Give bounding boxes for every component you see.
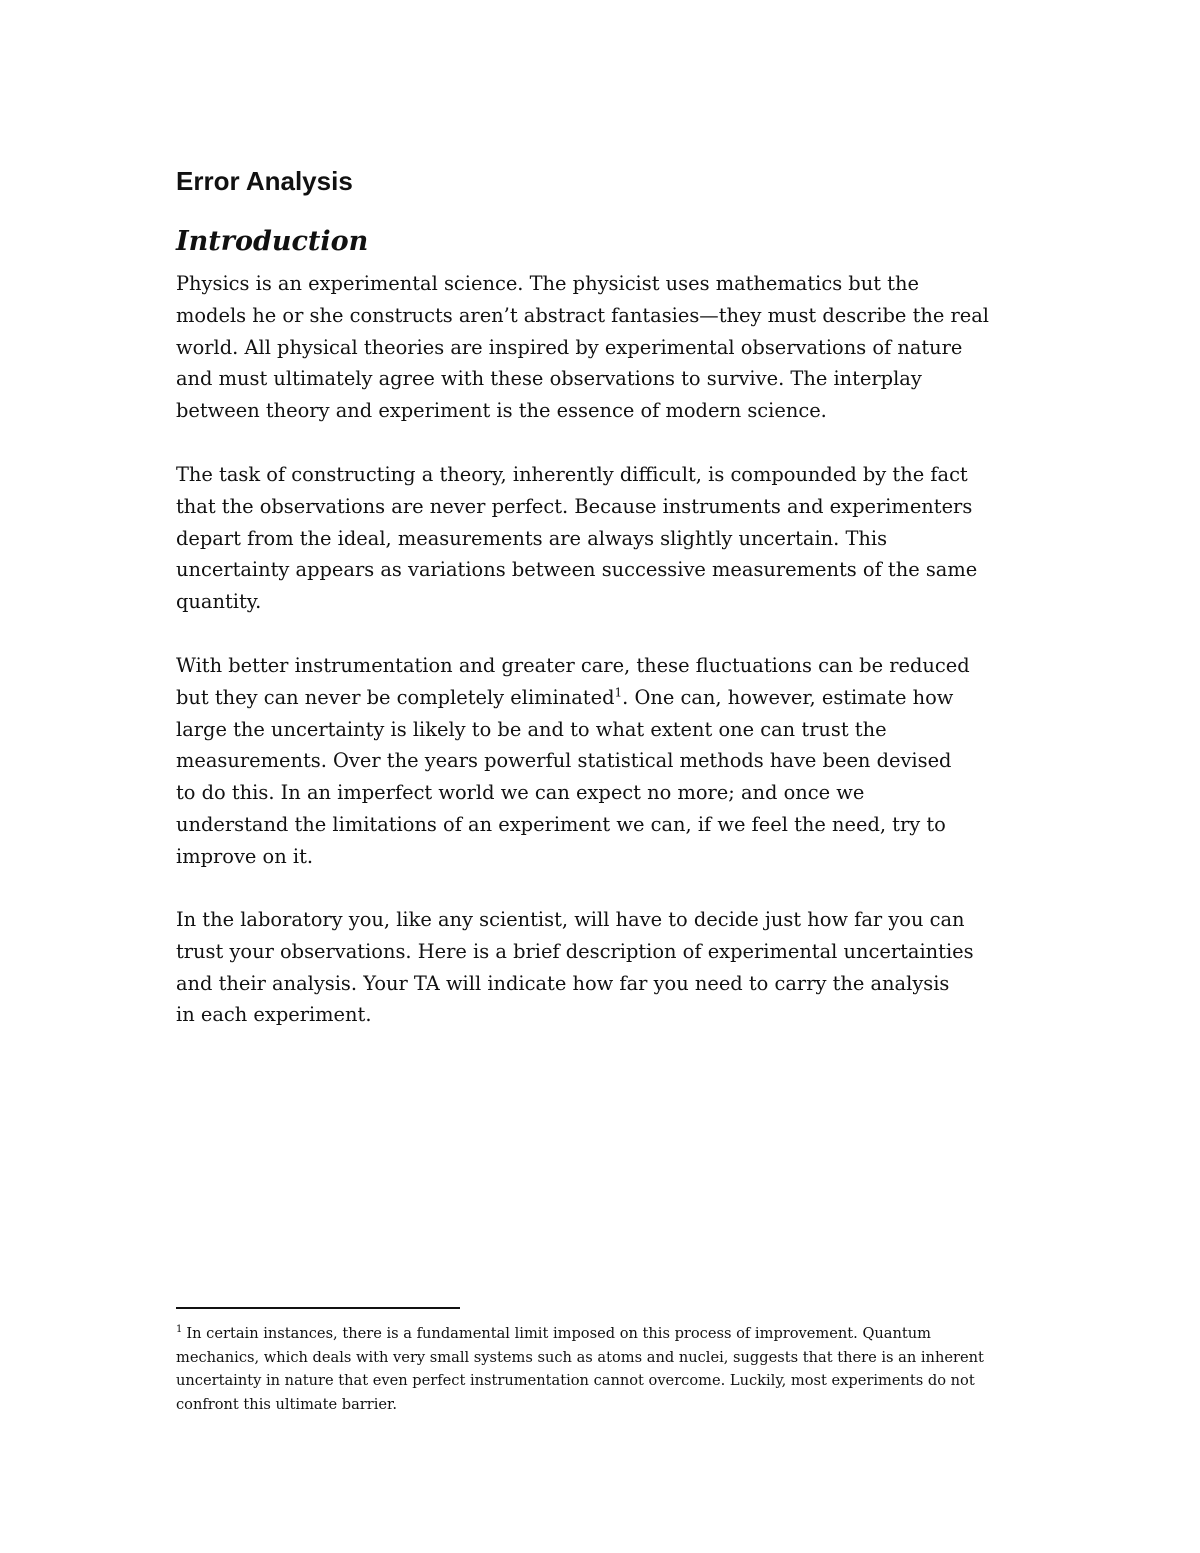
footnote-line: mechanics, which deals with very small systems such as atoms and nuclei, suggests that there is an inherent [176,1348,984,1366]
footnote-marker: 1 [176,1324,183,1336]
paragraph-line: With better instrumentation and greater care, these fluctuations can be reduced [176,654,970,677]
paragraph-3 [176,650,1026,873]
paragraph-2 [176,459,1026,618]
paragraph-text: but they can never be completely eliminated [176,685,615,709]
footnote-text: In certain instances, there is a fundamental limit imposed on this process of improvement. Quantum [186,1325,932,1342]
paragraph-line: world. All physical theories are inspired by experimental observations of nature [176,335,963,359]
paragraph-line: to do this. In an imperfect world we can expect no more; and once we [176,781,865,805]
paragraph-line: trust your observations. Here is a brief description of experimental uncertainties [176,939,974,963]
paragraph-line: and must ultimately agree with these observations to survive. The interplay [176,367,922,391]
footnote-line: confront this ultimate barrier. [176,1395,398,1413]
paragraph-line: uncertainty appears as variations between successive measurements of the same [176,558,978,582]
document-title: Error Analysis [176,166,353,196]
paragraph-line-with-footnote [176,682,1026,714]
paragraph-1 [176,268,1026,427]
paragraph-line: In the laboratory you, like any scientist, will have to decide just how far you can [176,908,965,931]
paragraph-line: quantity. [176,590,262,614]
paragraph-line: that the observations are never perfect. Because instruments and experimenters [176,494,973,518]
section-heading-introduction: Introduction [176,226,369,257]
paragraph-line: improve on it. [176,844,314,868]
footnote-reference[interactable]: 1 [614,685,623,700]
footnote-line [176,1322,1036,1346]
footnote [176,1322,1036,1416]
paragraph-text: . One can, however, estimate how [622,685,954,709]
paragraph-line: in each experiment. [176,1003,372,1027]
paragraph-line: large the uncertainty is likely to be and to what extent one can trust the [176,717,887,741]
paragraph-line: measurements. Over the years powerful statistical methods have been devised [176,749,952,773]
footnote-separator [176,1307,460,1309]
paragraph-line: Physics is an experimental science. The physicist uses mathematics but the [176,272,919,295]
paragraph-line: between theory and experiment is the essence of modern science. [176,399,827,423]
footnote-line: uncertainty in nature that even perfect instrumentation cannot overcome. Luckily, most experiments do not [176,1372,975,1389]
paragraph-4 [176,904,1026,1031]
paragraph-line: The task of constructing a theory, inherently difficult, is compounded by the fact [176,463,968,486]
paragraph-line: understand the limitations of an experiment we can, if we feel the need, try to [176,812,946,836]
paragraph-line: models he or she constructs aren’t abstract fantasies—they must describe the real [176,303,989,327]
paragraph-line: depart from the ideal, measurements are always slightly uncertain. This [176,526,888,550]
paragraph-line: and their analysis. Your TA will indicate how far you need to carry the analysis [176,971,950,995]
